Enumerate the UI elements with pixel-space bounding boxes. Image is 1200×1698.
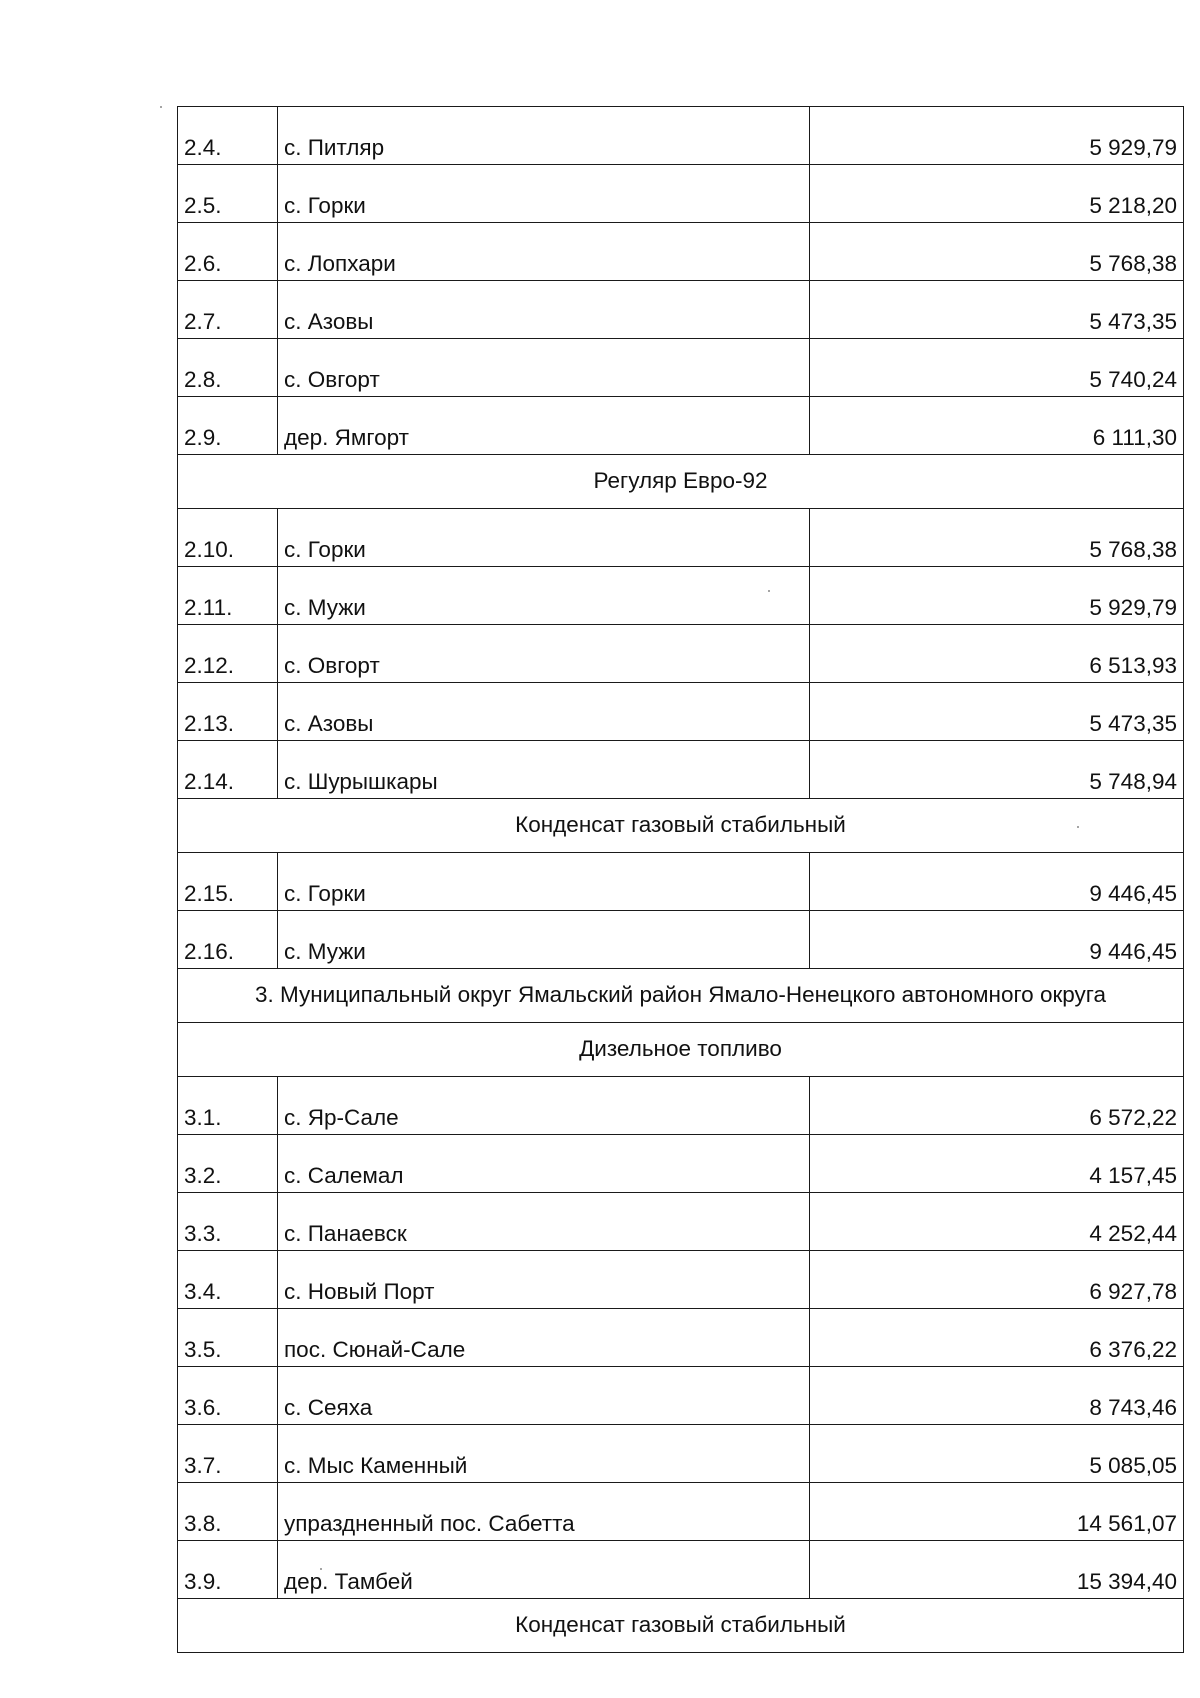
price-value: 14 561,07 — [810, 1483, 1184, 1541]
table-row — [178, 281, 1184, 339]
table-row — [178, 625, 1184, 683]
table-row — [178, 1135, 1184, 1193]
row-number: 3.3. — [178, 1193, 278, 1251]
row-number: 3.5. — [178, 1309, 278, 1367]
table-row — [178, 165, 1184, 223]
row-number: 2.16. — [178, 911, 278, 969]
table-row — [178, 1367, 1184, 1425]
settlement-name: дер. Ямгорт — [278, 397, 810, 455]
row-number: 2.14. — [178, 741, 278, 799]
table-row — [178, 1483, 1184, 1541]
row-number: 2.11. — [178, 567, 278, 625]
settlement-name: с. Лопхари — [278, 223, 810, 281]
price-value: 9 446,45 — [810, 911, 1184, 969]
price-value: 5 473,35 — [810, 683, 1184, 741]
row-number: 2.4. — [178, 107, 278, 165]
settlement-name: с. Азовы — [278, 683, 810, 741]
settlement-name: с. Овгорт — [278, 339, 810, 397]
settlement-name: пос. Сюнай-Сале — [278, 1309, 810, 1367]
price-value: 5 473,35 — [810, 281, 1184, 339]
row-number: 2.9. — [178, 397, 278, 455]
row-number: 2.5. — [178, 165, 278, 223]
settlement-name: с. Азовы — [278, 281, 810, 339]
row-number: 2.15. — [178, 853, 278, 911]
table-row — [178, 567, 1184, 625]
row-number: 3.4. — [178, 1251, 278, 1309]
table-row — [178, 1193, 1184, 1251]
settlement-name: с. Горки — [278, 165, 810, 223]
row-number: 2.7. — [178, 281, 278, 339]
section-title: Конденсат газовый стабильный — [178, 799, 1184, 853]
price-value: 5 929,79 — [810, 567, 1184, 625]
settlement-name: с. Горки — [278, 509, 810, 567]
settlement-name: с. Мыс Каменный — [278, 1425, 810, 1483]
section-title: Дизельное топливо — [178, 1023, 1184, 1077]
table-row — [178, 339, 1184, 397]
settlement-name: с. Сеяха — [278, 1367, 810, 1425]
price-value: 9 446,45 — [810, 853, 1184, 911]
price-value: 6 927,78 — [810, 1251, 1184, 1309]
price-value: 5 218,20 — [810, 165, 1184, 223]
price-value: 5 085,05 — [810, 1425, 1184, 1483]
section-header-row — [178, 455, 1184, 509]
table-row — [178, 853, 1184, 911]
price-value: 5 929,79 — [810, 107, 1184, 165]
table-row — [178, 911, 1184, 969]
settlement-name: дер. Тамбей — [278, 1541, 810, 1599]
row-number: 3.8. — [178, 1483, 278, 1541]
settlement-name: с. Питляр — [278, 107, 810, 165]
price-value: 5 768,38 — [810, 509, 1184, 567]
row-number: 3.9. — [178, 1541, 278, 1599]
table-row — [178, 1425, 1184, 1483]
settlement-name: с. Панаевск — [278, 1193, 810, 1251]
row-number: 2.8. — [178, 339, 278, 397]
table-row — [178, 1541, 1184, 1599]
row-number: 3.1. — [178, 1077, 278, 1135]
price-value: 6 572,22 — [810, 1077, 1184, 1135]
row-number: 3.6. — [178, 1367, 278, 1425]
settlement-name: с. Мужи — [278, 567, 810, 625]
price-value: 5 740,24 — [810, 339, 1184, 397]
row-number: 3.2. — [178, 1135, 278, 1193]
price-value: 8 743,46 — [810, 1367, 1184, 1425]
settlement-name: с. Мужи — [278, 911, 810, 969]
section-header-row — [178, 1023, 1184, 1077]
row-number: 2.13. — [178, 683, 278, 741]
table-row — [178, 509, 1184, 567]
settlement-name: с. Овгорт — [278, 625, 810, 683]
section-title: 3. Муниципальный округ Ямальский район Ямало-Ненецкого автономного округа — [178, 969, 1184, 1023]
settlement-name: с. Салемал — [278, 1135, 810, 1193]
section-title: Регуляр Евро-92 — [178, 455, 1184, 509]
table-row — [178, 683, 1184, 741]
price-value: 6 111,30 — [810, 397, 1184, 455]
table-row — [178, 223, 1184, 281]
price-value: 5 748,94 — [810, 741, 1184, 799]
section-header-row — [178, 1599, 1184, 1653]
settlement-name: с. Шурышкары — [278, 741, 810, 799]
settlement-name: с. Яр-Сале — [278, 1077, 810, 1135]
row-number: 3.7. — [178, 1425, 278, 1483]
table-row — [178, 1077, 1184, 1135]
table-row — [178, 1309, 1184, 1367]
section-header-row — [178, 799, 1184, 853]
table-row — [178, 1251, 1184, 1309]
table-row — [178, 741, 1184, 799]
row-number: 2.10. — [178, 509, 278, 567]
price-value: 4 252,44 — [810, 1193, 1184, 1251]
section-title: Конденсат газовый стабильный — [178, 1599, 1184, 1653]
table-row — [178, 397, 1184, 455]
section-header-row — [178, 969, 1184, 1023]
table-row — [178, 107, 1184, 165]
row-number: 2.12. — [178, 625, 278, 683]
fuel-price-table-body — [178, 107, 1184, 1653]
settlement-name: с. Новый Порт — [278, 1251, 810, 1309]
scan-speck — [160, 106, 162, 108]
price-value: 4 157,45 — [810, 1135, 1184, 1193]
row-number: 2.6. — [178, 223, 278, 281]
price-value: 6 376,22 — [810, 1309, 1184, 1367]
settlement-name: с. Горки — [278, 853, 810, 911]
settlement-name: упраздненный пос. Сабетта — [278, 1483, 810, 1541]
price-value: 15 394,40 — [810, 1541, 1184, 1599]
price-value: 6 513,93 — [810, 625, 1184, 683]
fuel-price-table — [177, 106, 1184, 1653]
price-value: 5 768,38 — [810, 223, 1184, 281]
